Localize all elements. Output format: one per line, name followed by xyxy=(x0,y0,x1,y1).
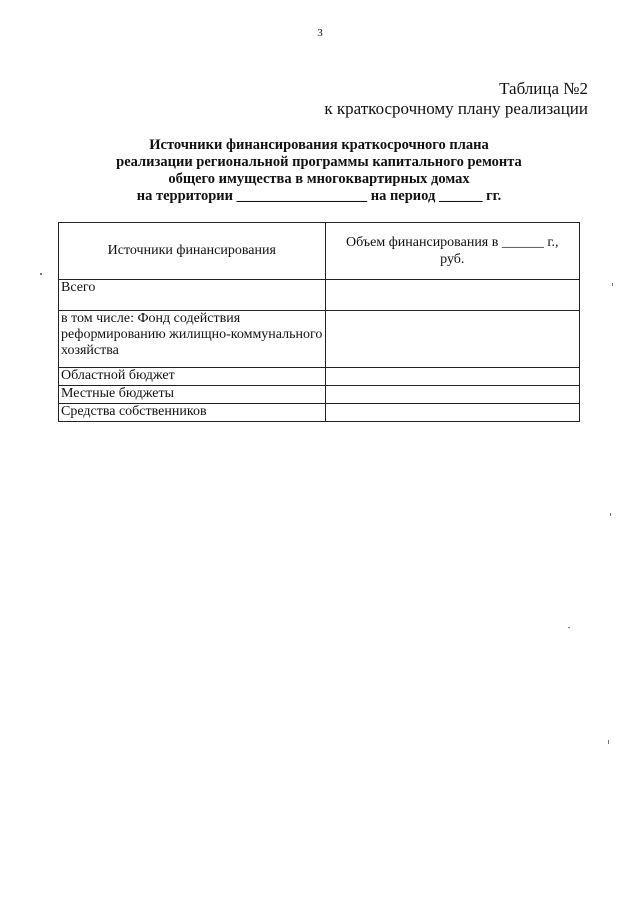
page-number: 3 xyxy=(317,27,323,39)
header-volume-line-2: руб. xyxy=(440,252,465,267)
heading-line-3: общего имущества в многоквартирных домах xyxy=(168,171,470,187)
table-row xyxy=(59,368,580,386)
row-source-owners: Средства собственников xyxy=(59,404,326,422)
scan-speck xyxy=(40,273,42,275)
scan-speck xyxy=(610,513,611,516)
scan-speck xyxy=(568,627,570,628)
heading-line-2: реализации региональной программы капитального ремонта xyxy=(116,154,522,170)
table-row xyxy=(59,386,580,404)
row-volume-total xyxy=(325,280,579,311)
scan-speck xyxy=(612,283,613,286)
table-row xyxy=(59,404,580,422)
table-label xyxy=(324,79,588,119)
row-volume-regional xyxy=(325,368,579,386)
heading-line-1: Источники финансирования краткосрочного плана xyxy=(149,137,489,153)
table-row xyxy=(59,311,580,368)
header-volume xyxy=(325,223,579,280)
heading-line-4: на территории __________________ на период ______ гг. xyxy=(136,188,502,204)
row-source-regional: Областной бюджет xyxy=(59,368,326,386)
funding-sources-table xyxy=(58,222,580,422)
row-source-total: Всего xyxy=(59,280,326,311)
row-volume-fund xyxy=(325,311,579,368)
row-source-fund: в том числе: Фонд содействия реформированию жилищно-коммунального хозяйства xyxy=(59,311,326,368)
table-label-subtitle: к краткосрочному плану реализации xyxy=(324,99,588,118)
row-volume-owners xyxy=(325,404,579,422)
header-sources: Источники финансирования xyxy=(59,223,326,280)
row-source-local: Местные бюджеты xyxy=(59,386,326,404)
scan-speck xyxy=(608,740,609,744)
table-label-number: Таблица №2 xyxy=(499,79,588,98)
header-volume-line-1: Объем финансирования в ______ г., xyxy=(346,235,559,250)
table-header-row xyxy=(59,223,580,280)
document-heading xyxy=(60,137,578,205)
table-row xyxy=(59,280,580,311)
row-volume-local xyxy=(325,386,579,404)
